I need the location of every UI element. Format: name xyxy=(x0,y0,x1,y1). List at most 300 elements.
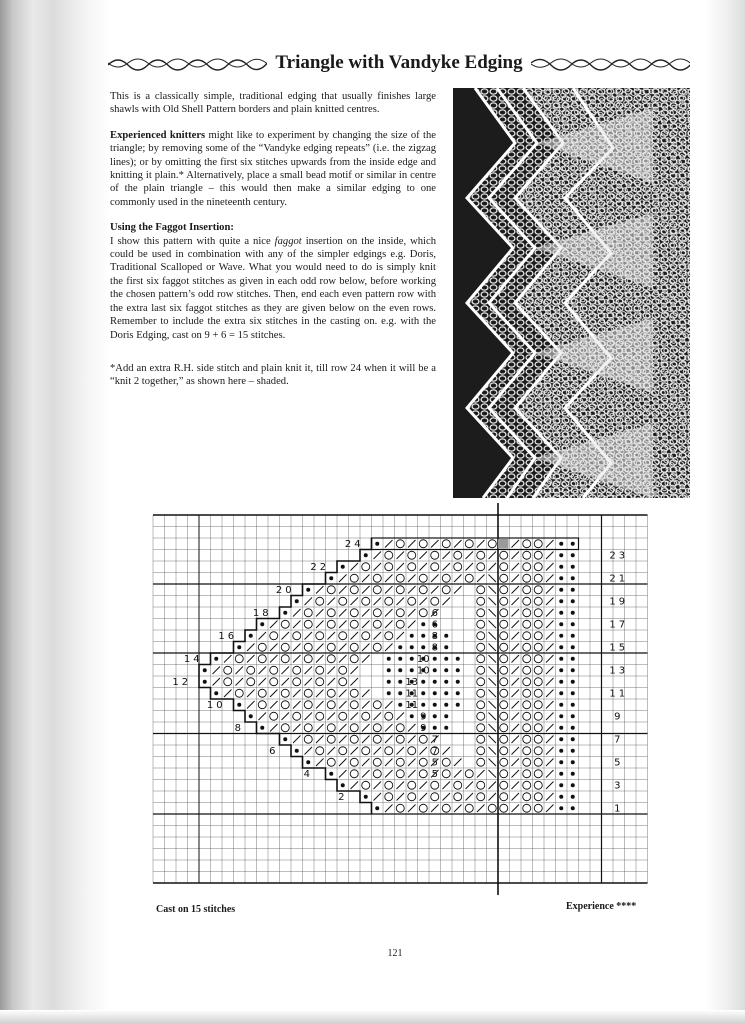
yarn-over xyxy=(500,678,508,686)
knit-together-slant xyxy=(546,713,554,721)
yarn-over xyxy=(477,781,485,789)
purl-dot xyxy=(249,634,253,638)
knit-together-slant xyxy=(489,793,497,801)
purl-dot xyxy=(559,680,563,684)
knit-together-slant xyxy=(443,793,451,801)
shaded-stitch xyxy=(498,539,509,549)
knit-together-slant xyxy=(546,782,554,790)
knit-together-slant xyxy=(408,621,416,629)
yarn-over xyxy=(465,574,473,582)
yarn-over xyxy=(293,666,301,674)
knit-together-slant xyxy=(224,655,232,663)
yarn-over xyxy=(327,689,335,697)
yarn-over xyxy=(419,574,427,582)
purl-dot xyxy=(433,668,437,672)
yarn-over xyxy=(350,735,358,743)
yarn-over xyxy=(454,563,462,571)
knit-together-slant xyxy=(512,632,520,640)
knit-together-slant xyxy=(328,713,336,721)
knit-together-slant xyxy=(466,793,474,801)
purl-dot xyxy=(559,772,563,776)
knit-together-slant xyxy=(305,598,313,606)
yarn-over xyxy=(534,643,542,651)
yarn-over xyxy=(327,586,335,594)
cast-on-note: Cast on 15 stitches xyxy=(156,904,236,915)
faggot-emphasis: faggot xyxy=(274,235,302,247)
purl-dot xyxy=(387,680,391,684)
odd-row-label: 23 xyxy=(609,550,629,562)
cell-number: 7 xyxy=(431,734,438,746)
yarn-over xyxy=(523,586,531,594)
purl-dot xyxy=(559,553,563,557)
yarn-over xyxy=(431,793,439,801)
knit-together-slant xyxy=(339,736,347,744)
body-text xyxy=(110,90,436,401)
yarn-over xyxy=(247,678,255,686)
yarn-over xyxy=(477,620,485,628)
purl-dot xyxy=(341,565,345,569)
purl-dot xyxy=(571,749,575,753)
yarn-over xyxy=(477,586,485,594)
yarn-over xyxy=(304,735,312,743)
knit-together-slant xyxy=(362,770,370,778)
purl-dot xyxy=(364,795,368,799)
purl-dot xyxy=(283,737,287,741)
yarn-over xyxy=(327,735,335,743)
odd-row-label: 19 xyxy=(609,596,629,608)
purl-dot xyxy=(203,680,207,684)
purl-dot xyxy=(421,622,425,626)
knit-together-slant xyxy=(546,701,554,709)
knit-together-slant xyxy=(236,678,244,686)
yarn-over xyxy=(477,643,485,651)
knit-together-slant xyxy=(328,667,336,675)
knit-together-slant xyxy=(546,667,554,675)
knit-together-slant xyxy=(454,540,462,548)
knit-together-slant xyxy=(397,793,405,801)
cell-number: 9 xyxy=(420,723,427,734)
knit-together-slant xyxy=(546,632,554,640)
purl-dot xyxy=(444,714,448,718)
knit-together-slant xyxy=(293,701,301,709)
purl-dot xyxy=(456,657,460,661)
knit-together-slant xyxy=(408,586,416,594)
knit-together-slant xyxy=(420,782,428,790)
knit-together-slant xyxy=(293,655,301,663)
knit-together-slant xyxy=(339,609,347,617)
yarn-over xyxy=(477,724,485,732)
yarn-over xyxy=(327,643,335,651)
knit-together-slant xyxy=(316,724,324,732)
purl-dot xyxy=(410,634,414,638)
knit-together-slant xyxy=(546,747,554,755)
purl-dot xyxy=(444,645,448,649)
knit-together-slant xyxy=(489,632,497,640)
yarn-over xyxy=(442,574,450,582)
purl-dot xyxy=(433,703,437,707)
yarn-over xyxy=(465,540,473,548)
knit-together-slant xyxy=(385,586,393,594)
yarn-over xyxy=(396,620,404,628)
intro-paragraph: This is a classically simple, traditional edging that usually finishes large shawls with Old Shell Pattern borders and plain knitted centres. xyxy=(110,91,436,116)
purl-dot xyxy=(306,760,310,764)
knit-together-slant xyxy=(431,586,439,594)
knit-together-slant xyxy=(293,621,301,629)
knit-together-slant xyxy=(546,759,554,767)
purl-dot xyxy=(559,668,563,672)
book-gutter-shadow xyxy=(0,0,110,1024)
yarn-over xyxy=(523,770,531,778)
knit-together-slant xyxy=(454,575,462,583)
purl-dot xyxy=(306,588,310,592)
knit-together-slant xyxy=(316,609,324,617)
yarn-over xyxy=(534,609,542,617)
yarn-over xyxy=(304,609,312,617)
knitting-chart xyxy=(150,500,650,905)
cell-number: 8 xyxy=(431,642,438,654)
purl-dot xyxy=(283,611,287,615)
yarn-over xyxy=(523,712,531,720)
knit-together-slant xyxy=(489,552,497,560)
knit-together-slant xyxy=(512,701,520,709)
knit-together-slant xyxy=(259,632,267,640)
knit-together-slant xyxy=(385,644,393,652)
yarn-over xyxy=(500,689,508,697)
purl-dot xyxy=(559,703,563,707)
yarn-over xyxy=(350,655,358,663)
purl-dot xyxy=(571,553,575,557)
yarn-over xyxy=(500,620,508,628)
knit-together-slant xyxy=(316,655,324,663)
yarn-over xyxy=(477,758,485,766)
yarn-over xyxy=(350,758,358,766)
purl-dot xyxy=(421,680,425,684)
knit-together-slant xyxy=(454,805,462,813)
yarn-over xyxy=(500,701,508,709)
knit-together-slant xyxy=(362,609,370,617)
purl-dot xyxy=(398,691,402,695)
odd-row-label: 11 xyxy=(609,688,629,700)
yarn-over xyxy=(534,678,542,686)
knit-together-slant xyxy=(270,644,278,652)
purl-dot xyxy=(571,588,575,592)
yarn-over xyxy=(385,597,393,605)
yarn-over xyxy=(465,770,473,778)
purl-dot xyxy=(421,634,425,638)
knit-together-slant xyxy=(454,586,462,594)
yarn-over xyxy=(373,609,381,617)
purl-dot xyxy=(571,680,575,684)
knit-together-slant xyxy=(489,736,497,744)
yarn-over xyxy=(534,666,542,674)
purl-dot xyxy=(444,726,448,730)
knit-together-slant xyxy=(489,655,497,663)
knit-together-slant xyxy=(546,690,554,698)
faggot-paragraph xyxy=(110,235,436,342)
knit-together-slant xyxy=(385,724,393,732)
yarn-over xyxy=(281,620,289,628)
yarn-over xyxy=(235,655,243,663)
purl-dot xyxy=(398,680,402,684)
yarn-over xyxy=(350,701,358,709)
purl-dot xyxy=(571,691,575,695)
even-row-label: 22 xyxy=(310,562,330,573)
even-row-label: 2 xyxy=(338,792,348,803)
knit-together-slant xyxy=(512,598,520,606)
purl-dot xyxy=(456,680,460,684)
yarn-over xyxy=(477,609,485,617)
yarn-over xyxy=(500,747,508,755)
yarn-over xyxy=(523,609,531,617)
yarn-over xyxy=(523,758,531,766)
purl-dot xyxy=(433,657,437,661)
purl-dot xyxy=(214,691,218,695)
yarn-over xyxy=(523,643,531,651)
yarn-over xyxy=(534,712,542,720)
purl-dot xyxy=(559,726,563,730)
knit-together-slant xyxy=(408,540,416,548)
purl-dot xyxy=(559,588,563,592)
knit-together-slant xyxy=(293,736,301,744)
knit-together-slant xyxy=(259,667,267,675)
knit-together-slant xyxy=(512,667,520,675)
yarn-over xyxy=(419,540,427,548)
knit-together-slant xyxy=(213,678,221,686)
purl-dot xyxy=(571,657,575,661)
purl-dot xyxy=(410,645,414,649)
knit-together-slant xyxy=(420,563,428,571)
yarn-over xyxy=(396,758,404,766)
purl-dot xyxy=(571,565,575,569)
purl-dot xyxy=(444,668,448,672)
yarn-over xyxy=(396,574,404,582)
page-number: 121 xyxy=(387,948,403,959)
knit-together-slant xyxy=(362,644,370,652)
yarn-over xyxy=(258,643,266,651)
purl-dot xyxy=(571,714,575,718)
yarn-over xyxy=(385,781,393,789)
knit-together-slant xyxy=(512,770,520,778)
yarn-over xyxy=(500,712,508,720)
knit-together-slant xyxy=(489,575,497,583)
knit-together-slant xyxy=(546,563,554,571)
purl-dot xyxy=(571,668,575,672)
knit-together-slant xyxy=(489,747,497,755)
yarn-over xyxy=(373,620,381,628)
purl-dot xyxy=(295,749,299,753)
knit-together-slant xyxy=(351,598,359,606)
knit-together-slant xyxy=(489,678,497,686)
yarn-over xyxy=(396,586,404,594)
purl-dot xyxy=(364,553,368,557)
knit-together-slant xyxy=(489,701,497,709)
knit-together-slant xyxy=(512,793,520,801)
yarn-over xyxy=(247,666,255,674)
purl-dot xyxy=(559,749,563,753)
knit-together-slant xyxy=(339,759,347,767)
knit-together-slant xyxy=(362,621,370,629)
knit-together-slant xyxy=(420,552,428,560)
knit-together-slant xyxy=(247,701,255,709)
knit-together-slant xyxy=(316,621,324,629)
yarn-over xyxy=(465,804,473,812)
yarn-over xyxy=(396,724,404,732)
purl-dot xyxy=(559,542,563,546)
yarn-over xyxy=(500,758,508,766)
purl-dot xyxy=(571,726,575,730)
yarn-over xyxy=(500,643,508,651)
knit-together-slant xyxy=(316,759,324,767)
knit-together-slant xyxy=(454,770,462,778)
yarn-over xyxy=(373,643,381,651)
yarn-over xyxy=(270,632,278,640)
purl-dot xyxy=(375,542,379,546)
knit-together-slant xyxy=(512,563,520,571)
yarn-over xyxy=(293,632,301,640)
purl-dot xyxy=(559,691,563,695)
yarn-over xyxy=(419,586,427,594)
even-row-label: 20 xyxy=(275,585,295,596)
knit-together-slant xyxy=(420,747,428,755)
yarn-over xyxy=(373,770,381,778)
yarn-over xyxy=(316,666,324,674)
odd-row-label: 9 xyxy=(614,711,624,723)
purl-dot xyxy=(571,783,575,787)
cell-number: 11 xyxy=(405,688,419,700)
knit-together-slant xyxy=(339,655,347,663)
knit-together-slant xyxy=(546,644,554,652)
yarn-over xyxy=(396,770,404,778)
purl-dot xyxy=(329,772,333,776)
yarn-over xyxy=(477,735,485,743)
knit-together-slant xyxy=(408,736,416,744)
yarn-over xyxy=(534,735,542,743)
knit-together-slant xyxy=(489,724,497,732)
purl-dot xyxy=(559,634,563,638)
even-row-label: 10 xyxy=(206,700,226,711)
yarn-over xyxy=(258,655,266,663)
knit-together-slant xyxy=(546,552,554,560)
knit-together-slant xyxy=(489,782,497,790)
knit-together-slant xyxy=(305,747,313,755)
purl-dot xyxy=(444,634,448,638)
yarn-over xyxy=(362,563,370,571)
purl-dot xyxy=(559,645,563,649)
knit-together-slant xyxy=(213,667,221,675)
knit-together-slant xyxy=(351,713,359,721)
yarn-over xyxy=(327,609,335,617)
yarn-over xyxy=(304,701,312,709)
odd-row-label: 21 xyxy=(609,573,629,585)
purl-dot xyxy=(433,714,437,718)
knit-together-slant xyxy=(351,632,359,640)
knit-together-slant xyxy=(546,805,554,813)
knit-together-slant xyxy=(512,552,520,560)
yarn-over xyxy=(270,678,278,686)
cell-number: 7 xyxy=(431,746,438,757)
knit-together-slant xyxy=(489,621,497,629)
yarn-over xyxy=(442,758,450,766)
cell-number: 13 xyxy=(405,677,419,688)
purl-dot xyxy=(444,703,448,707)
yarn-over xyxy=(500,781,508,789)
yarn-over xyxy=(304,655,312,663)
yarn-over xyxy=(534,574,542,582)
knit-together-slant xyxy=(546,621,554,629)
yarn-over xyxy=(373,758,381,766)
knit-together-slant xyxy=(362,690,370,698)
page-bottom-shadow xyxy=(0,1010,745,1024)
knit-together-slant xyxy=(328,598,336,606)
yarn-over xyxy=(235,689,243,697)
knit-together-slant xyxy=(385,770,393,778)
faggot-heading: Using the Faggot Insertion: xyxy=(110,222,234,234)
yarn-over xyxy=(408,793,416,801)
knit-together-slant xyxy=(512,621,520,629)
yarn-over xyxy=(442,770,450,778)
knit-together-slant xyxy=(477,770,485,778)
yarn-over xyxy=(408,551,416,559)
knit-together-slant xyxy=(466,563,474,571)
knit-together-slant xyxy=(385,759,393,767)
yarn-over xyxy=(534,781,542,789)
faggot-text-b: insertion on the inside, which could be used in combination with any of the simpler edgings e.g. Doris, Traditional Scalloped or Wave. What you would need to do is simply knit the first six faggot stitches as given in each odd row below, before working the chosen pattern’s odd row stitches. Then, end each even pattern row with the extra last six faggot stitches as they are given below on the even rows. Remember to include the extra six stitches in the casting on. e.g. with the Doris Edging, cast on 9 + 6 = 15 stitches. xyxy=(110,235,436,341)
yarn-over xyxy=(270,666,278,674)
yarn-over xyxy=(339,678,347,686)
knit-together-slant xyxy=(305,678,313,686)
yarn-over xyxy=(534,724,542,732)
yarn-over xyxy=(454,781,462,789)
purl-dot xyxy=(444,691,448,695)
knit-together-slant xyxy=(408,759,416,767)
knit-together-slant xyxy=(385,621,393,629)
knit-together-slant xyxy=(512,736,520,744)
knit-together-slant xyxy=(546,609,554,617)
knit-together-slant xyxy=(443,563,451,571)
yarn-over xyxy=(534,620,542,628)
knit-together-slant xyxy=(247,655,255,663)
yarn-over xyxy=(396,735,404,743)
odd-row-label: 17 xyxy=(609,619,629,631)
knit-together-slant xyxy=(512,586,520,594)
yarn-over xyxy=(350,770,358,778)
yarn-over xyxy=(477,712,485,720)
knit-together-slant xyxy=(454,759,462,767)
purl-dot xyxy=(456,703,460,707)
yarn-over xyxy=(477,689,485,697)
purl-dot xyxy=(398,657,402,661)
knit-together-slant xyxy=(546,655,554,663)
knit-together-slant xyxy=(351,563,359,571)
purl-dot xyxy=(433,726,437,730)
yarn-over xyxy=(304,689,312,697)
knit-together-slant xyxy=(224,690,232,698)
yarn-over xyxy=(523,747,531,755)
yarn-over xyxy=(523,632,531,640)
knit-together-slant xyxy=(431,575,439,583)
odd-row-label: 7 xyxy=(614,734,624,746)
yarn-over xyxy=(523,701,531,709)
odd-row-label: 3 xyxy=(614,780,624,792)
purl-dot xyxy=(398,645,402,649)
purl-dot xyxy=(571,703,575,707)
knit-together-slant xyxy=(397,563,405,571)
knit-together-slant xyxy=(351,678,359,686)
yarn-over xyxy=(293,712,301,720)
yarn-over xyxy=(488,804,496,812)
chart-symbols xyxy=(203,539,575,812)
purl-dot xyxy=(375,806,379,810)
